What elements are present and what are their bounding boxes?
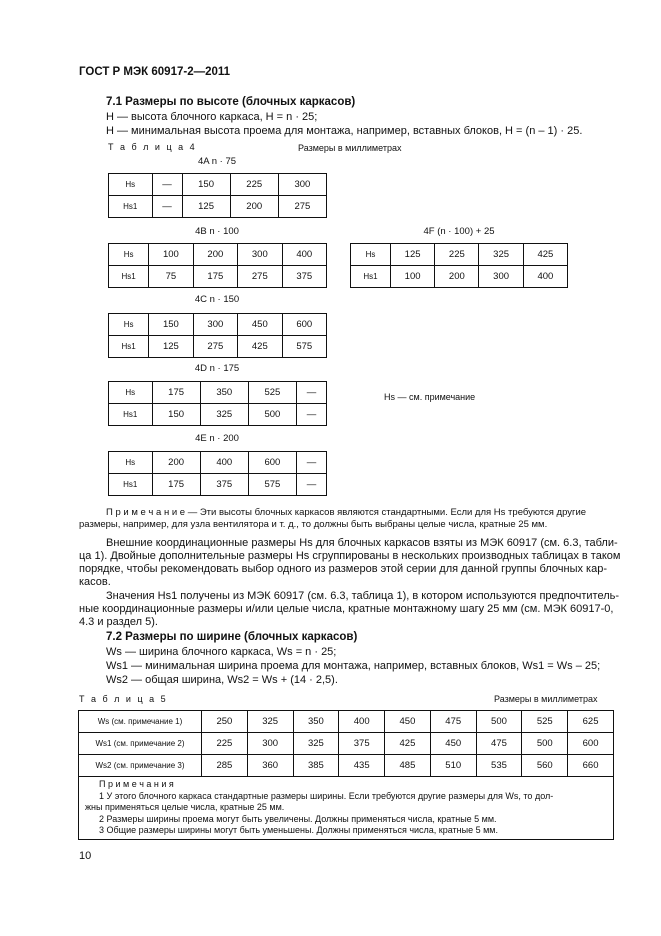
table5-units: Размеры в миллиметрах <box>494 694 598 704</box>
cell: 500 <box>476 711 522 733</box>
para-2-l1: Значения Hs1 получены из МЭК 60917 (см. 6.3, таблица 1), в котором используются предпочтитель- <box>106 590 620 602</box>
group-label: 4D n · 175 <box>194 363 240 374</box>
cell: 400 <box>282 244 326 266</box>
cell: 535 <box>476 755 522 777</box>
cell: 560 <box>522 755 568 777</box>
cell: 435 <box>339 755 385 777</box>
cell: 175 <box>152 474 200 496</box>
note-1-line-1: П р и м е ч а н и е — Эти высоты блочных каркасов являются стандартными. Если для Hs требуются другие <box>106 507 587 518</box>
table4-caption: Т а б л и ц а 4 <box>108 142 197 152</box>
cell: 510 <box>430 755 476 777</box>
row-label: Ws1 (см. примечание 2) <box>79 733 202 755</box>
cell: 425 <box>238 336 282 358</box>
cell: 400 <box>339 711 385 733</box>
cell: — <box>152 196 182 218</box>
cell: 475 <box>430 711 476 733</box>
table5-notes <box>79 777 614 840</box>
cell: 300 <box>278 174 326 196</box>
cell: 100 <box>390 266 434 288</box>
table4f <box>350 243 568 288</box>
cell: 225 <box>435 244 479 266</box>
row-label: Hs <box>109 452 153 474</box>
cell: 175 <box>152 382 200 404</box>
cell: 200 <box>230 196 278 218</box>
table-row <box>79 711 614 733</box>
cell: 300 <box>193 314 237 336</box>
cell: 325 <box>200 404 248 426</box>
cell: 350 <box>200 382 248 404</box>
cell: — <box>296 452 326 474</box>
cell: 660 <box>568 755 614 777</box>
def-hs: H — высота блочного каркаса, H = n · 25; <box>106 111 318 123</box>
cell: 425 <box>523 244 567 266</box>
cell: 500 <box>248 404 296 426</box>
def-hs1: H — минимальная высота проема для монтажа, например, вставных блоков, H = (n – 1) · 25. <box>106 125 583 137</box>
cell: 600 <box>248 452 296 474</box>
cell: 285 <box>202 755 248 777</box>
cell: 385 <box>293 755 339 777</box>
cell: — <box>296 474 326 496</box>
cell: 75 <box>149 266 193 288</box>
row-label: Hs1 <box>351 266 391 288</box>
cell: 250 <box>202 711 248 733</box>
row-label: Hs1 <box>109 336 149 358</box>
cell: 125 <box>149 336 193 358</box>
cell: 575 <box>248 474 296 496</box>
para-1-l3: порядке, чтобы рекомендовать выбор одного из размеров этой серии для данной группы блочных кар- <box>79 563 607 575</box>
row-label: Hs <box>109 382 153 404</box>
def-ws1: Ws1 — минимальная ширина проема для монтажа, например, вставных блоков, Ws1 = Ws – 25; <box>106 660 601 672</box>
para-1-l2: ца 1). Двойные дополнительные размеры Hs сгруппированы в нескольких производных таблицах в таком <box>79 550 621 562</box>
cell: 125 <box>390 244 434 266</box>
cell: 400 <box>523 266 567 288</box>
cell: 150 <box>152 404 200 426</box>
table5 <box>78 710 614 840</box>
table4d <box>108 381 327 426</box>
cell: 200 <box>152 452 200 474</box>
cell: 225 <box>202 733 248 755</box>
table4c <box>108 313 327 358</box>
section-7-2-title: 7.2 Размеры по ширине (блочных каркасов) <box>106 631 358 643</box>
table5-caption: Т а б л и ц а 5 <box>79 694 168 704</box>
para-2-l2: ные координационные размеры и/или целые числа, кратные монтажному шагу 25 мм (см. МЭК 60917-0, <box>79 603 614 615</box>
cell: 150 <box>149 314 193 336</box>
cell: 400 <box>200 452 248 474</box>
group-label: 4E n · 200 <box>195 433 239 444</box>
cell: 275 <box>193 336 237 358</box>
cell: — <box>152 174 182 196</box>
cell: 375 <box>200 474 248 496</box>
para-1-l1: Внешние координационные размеры Hs для блочных каркасов взяты из МЭК 60917 (см. 6.3, табли- <box>106 537 618 549</box>
cell: 325 <box>479 244 523 266</box>
cell: 225 <box>230 174 278 196</box>
cell: 275 <box>238 266 282 288</box>
cell: 175 <box>193 266 237 288</box>
cell: 475 <box>476 733 522 755</box>
def-ws2: Ws2 — общая ширина, Ws2 = Ws + (14 · 2,5). <box>106 674 338 686</box>
group-label: 4C n · 150 <box>194 294 240 305</box>
cell: — <box>296 382 326 404</box>
row-label: Hs <box>109 244 149 266</box>
cell: 600 <box>282 314 326 336</box>
table-notes-row <box>79 777 614 840</box>
note-1a: 1 У этого блочного каркаса стандартные размеры ширины. Если требуются другие размеры для Ws, то дол- <box>99 790 554 801</box>
para-1-l4: касов. <box>79 576 111 588</box>
cell: 300 <box>238 244 282 266</box>
row-label: Hs <box>109 314 149 336</box>
cell: 100 <box>149 244 193 266</box>
para-2-l3: 4.3 и раздел 5). <box>79 616 158 628</box>
row-label: Hs1 <box>109 474 153 496</box>
table-row <box>79 733 614 755</box>
cell: 200 <box>435 266 479 288</box>
section-7-1-title: 7.1 Размеры по высоте (блочных каркасов) <box>106 96 356 108</box>
cell: 450 <box>430 733 476 755</box>
cell: 450 <box>385 711 431 733</box>
note-1b: жны применяться целые числа, кратные 25 мм. <box>85 802 285 812</box>
cell: 125 <box>182 196 230 218</box>
cell: 525 <box>248 382 296 404</box>
cell: 325 <box>293 733 339 755</box>
cell: 350 <box>293 711 339 733</box>
cell: 525 <box>522 711 568 733</box>
cell: 200 <box>193 244 237 266</box>
group-label: 4A n · 75 <box>197 156 237 167</box>
table4e <box>108 451 327 496</box>
group-label: 4F (n · 100) + 25 <box>423 226 495 237</box>
row-label: Hs <box>109 174 153 196</box>
row-label: Hs1 <box>109 266 149 288</box>
row-label: Hs1 <box>109 404 153 426</box>
cell: 625 <box>568 711 614 733</box>
cell: 375 <box>339 733 385 755</box>
table4a <box>108 173 327 218</box>
def-ws: Ws — ширина блочного каркаса, Ws = n · 25; <box>106 646 337 658</box>
cell: 450 <box>238 314 282 336</box>
cell: 150 <box>182 174 230 196</box>
note-1-line-2: размеры, например, для узла вентилятора и т. д., то должны быть выбраны целые числа, кратные 25 мм. <box>79 519 548 530</box>
row-label: Ws2 (см. примечание 3) <box>79 755 202 777</box>
cell: — <box>296 404 326 426</box>
notes-title: П р и м е ч а н и я <box>99 779 174 789</box>
cell: 325 <box>247 711 293 733</box>
page-number: 10 <box>79 850 92 862</box>
side-note: Hs — см. примечание <box>384 392 476 402</box>
page-header: ГОСТ Р МЭК 60917-2—2011 <box>79 66 231 78</box>
table4b <box>108 243 327 288</box>
note-3: 3 Общие размеры ширины могут быть уменьшены. Должны применяться числа, кратные 5 мм. <box>99 825 498 835</box>
cell: 300 <box>247 733 293 755</box>
row-label: Hs <box>351 244 391 266</box>
cell: 275 <box>278 196 326 218</box>
cell: 360 <box>247 755 293 777</box>
cell: 300 <box>479 266 523 288</box>
table4-units: Размеры в миллиметрах <box>298 143 402 153</box>
cell: 485 <box>385 755 431 777</box>
row-label: Ws (см. примечание 1) <box>79 711 202 733</box>
table-row <box>79 755 614 777</box>
cell: 375 <box>282 266 326 288</box>
cell: 600 <box>568 733 614 755</box>
group-label: 4B n · 100 <box>195 226 239 237</box>
cell: 425 <box>385 733 431 755</box>
note-2: 2 Размеры ширины проема могут быть увеличены. Должны применяться числа, кратные 5 мм. <box>99 813 497 824</box>
row-label: Hs1 <box>109 196 153 218</box>
cell: 500 <box>522 733 568 755</box>
cell: 575 <box>282 336 326 358</box>
